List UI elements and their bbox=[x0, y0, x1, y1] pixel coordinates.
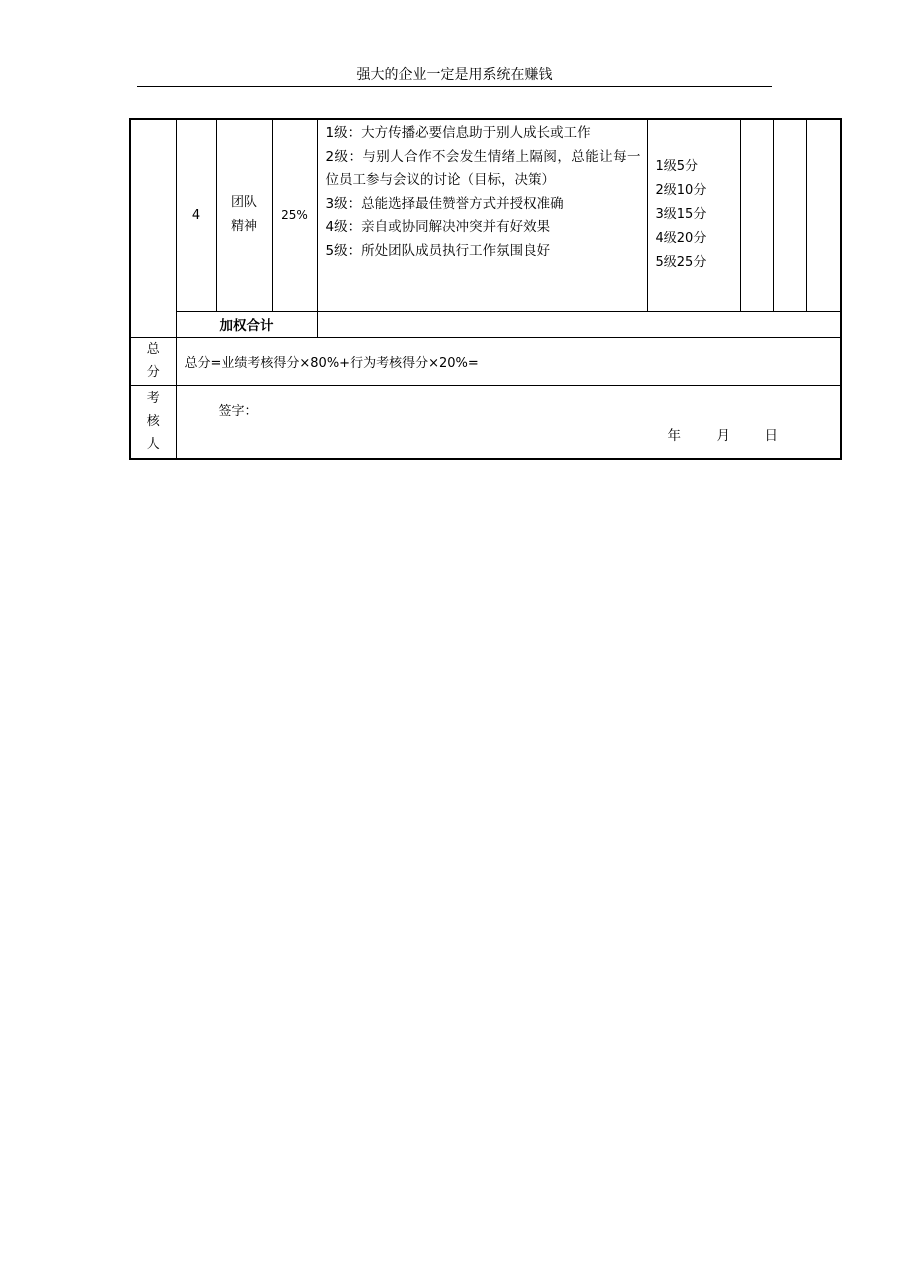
score-level-5: 5级25分 bbox=[655, 255, 707, 271]
final-score-cell[interactable] bbox=[806, 119, 841, 311]
weighted-total-row bbox=[130, 311, 841, 337]
signature-label: 签字： bbox=[218, 403, 258, 419]
criteria-level-4: 4级：亲自或协同解决冲突并有好效果 bbox=[325, 219, 551, 235]
date-day: 日 bbox=[764, 427, 778, 444]
criteria-level-2: 2级：与别人合作不会发生情绪上隔阂，总能让每一位员工参与会议的讨论（目标，决策） bbox=[325, 148, 641, 188]
total-formula: 总分=业绩考核得分×80%+行为考核得分×20%= bbox=[176, 337, 841, 385]
review-score-cell[interactable] bbox=[773, 119, 806, 311]
score-level-2: 2级10分 bbox=[655, 183, 707, 199]
weighted-total-value[interactable] bbox=[317, 311, 841, 337]
criteria-cell bbox=[317, 119, 647, 311]
item-number: 4 bbox=[176, 119, 216, 311]
reviewer-label-char: 人 bbox=[146, 437, 160, 453]
criteria-level-1: 1级：大方传播必要信息助于别人成长或工作 bbox=[325, 125, 591, 141]
table-row bbox=[130, 119, 841, 311]
signature-area[interactable] bbox=[176, 385, 841, 459]
reviewer-label bbox=[130, 385, 176, 459]
evaluation-table bbox=[129, 118, 842, 460]
self-score-cell[interactable] bbox=[740, 119, 773, 311]
category-cell bbox=[130, 119, 176, 337]
score-level-3: 3级15分 bbox=[655, 207, 707, 223]
item-name-line: 团队 bbox=[230, 195, 257, 211]
total-label-char: 分 bbox=[146, 365, 160, 380]
reviewer-label-char: 考 bbox=[146, 391, 160, 407]
score-level-4: 4级20分 bbox=[655, 231, 707, 247]
date-year: 年 bbox=[667, 427, 681, 444]
reviewer-row bbox=[130, 385, 841, 459]
item-weight: 25% bbox=[272, 119, 317, 311]
criteria-level-3: 3级：总能选择最佳赞誉方式并授权准确 bbox=[325, 195, 564, 212]
date-month: 月 bbox=[716, 427, 730, 444]
reviewer-label-char: 核 bbox=[146, 414, 160, 430]
total-label-char: 总 bbox=[146, 342, 160, 357]
total-label bbox=[130, 337, 176, 385]
item-name bbox=[216, 119, 272, 311]
score-level-1: 1级5分 bbox=[655, 159, 699, 175]
page-header-title: 强大的企业一定是用系统在赚钱 bbox=[137, 64, 772, 87]
item-name-line: 精神 bbox=[230, 219, 257, 235]
total-row bbox=[130, 337, 841, 385]
criteria-level-5: 5级：所处团队成员执行工作氛围良好 bbox=[325, 242, 551, 259]
weighted-total-label: 加权合计 bbox=[176, 311, 317, 337]
score-cell bbox=[647, 119, 740, 311]
